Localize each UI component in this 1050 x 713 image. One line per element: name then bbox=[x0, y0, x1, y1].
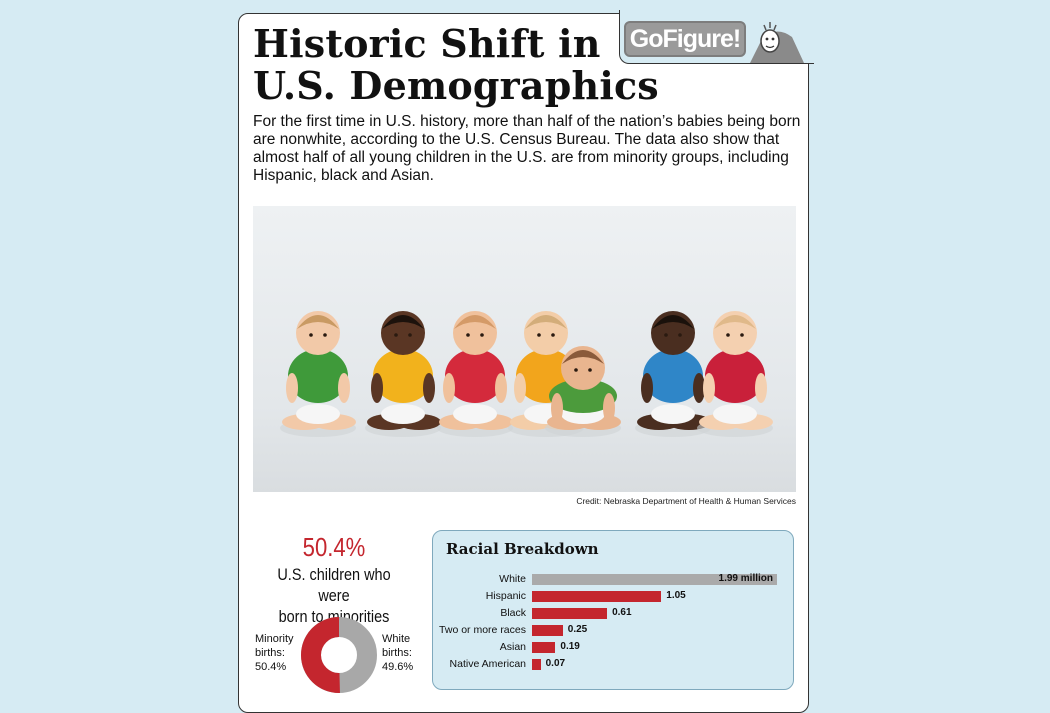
logo-go-text: Go bbox=[629, 25, 663, 53]
bar bbox=[532, 642, 555, 653]
bar-row bbox=[432, 588, 792, 604]
donut-minority-slice bbox=[311, 627, 340, 683]
bar bbox=[532, 591, 661, 602]
bar-category-label: White bbox=[499, 573, 526, 585]
bar-category-label: Asian bbox=[499, 641, 526, 653]
bar-value-label: 1.99 million bbox=[718, 573, 773, 584]
bar-category-label: Native American bbox=[449, 658, 526, 670]
bar-row bbox=[432, 605, 792, 621]
bar-value-label: 0.19 bbox=[560, 641, 580, 652]
bar-value-label: 0.25 bbox=[567, 624, 588, 635]
bar-row bbox=[432, 571, 792, 587]
bar-row bbox=[432, 622, 792, 638]
bar-category-label: Two or more races bbox=[439, 624, 526, 636]
bar-value-label: 1.05 bbox=[666, 590, 686, 601]
bar-row bbox=[432, 656, 792, 672]
bar bbox=[532, 608, 607, 619]
bar-value-label: 0.07 bbox=[545, 658, 566, 669]
minority-label-line1: U.S. children who were bbox=[277, 565, 391, 605]
minority-percent: 50.4% bbox=[302, 532, 366, 562]
intro-paragraph: For the first time in U.S. history, more than half of the nation’s babies being born are nonwhite, according to the U.S. Census Bureau. The data also show that almost half of all young children in the U.S. are from minority groups, including Hispanic, black and Asian. bbox=[253, 113, 801, 184]
bar-category-label: Black bbox=[500, 607, 526, 619]
donut-label-minority: Minority births: 50.4% bbox=[255, 633, 294, 673]
photo-credit: Credit: Nebraska Department of Health & Human Services bbox=[576, 496, 796, 506]
bar-row bbox=[432, 639, 792, 655]
bar-category-label: Hispanic bbox=[485, 590, 526, 602]
minority-label-line2: born to minorities bbox=[278, 607, 390, 626]
page-title: Historic Shift in U.S. Demographics bbox=[253, 21, 659, 108]
logo-figure-text: Figure! bbox=[662, 25, 741, 53]
thinking-face-icon bbox=[748, 19, 804, 63]
donut-label-white: White births: 49.6% bbox=[382, 633, 414, 673]
bar bbox=[532, 659, 541, 670]
chart-title: Racial Breakdown bbox=[446, 540, 599, 558]
bar bbox=[532, 625, 563, 636]
births-donut-chart bbox=[300, 616, 378, 694]
bar-value-label: 0.61 bbox=[612, 607, 632, 618]
babies-photo bbox=[253, 206, 796, 492]
